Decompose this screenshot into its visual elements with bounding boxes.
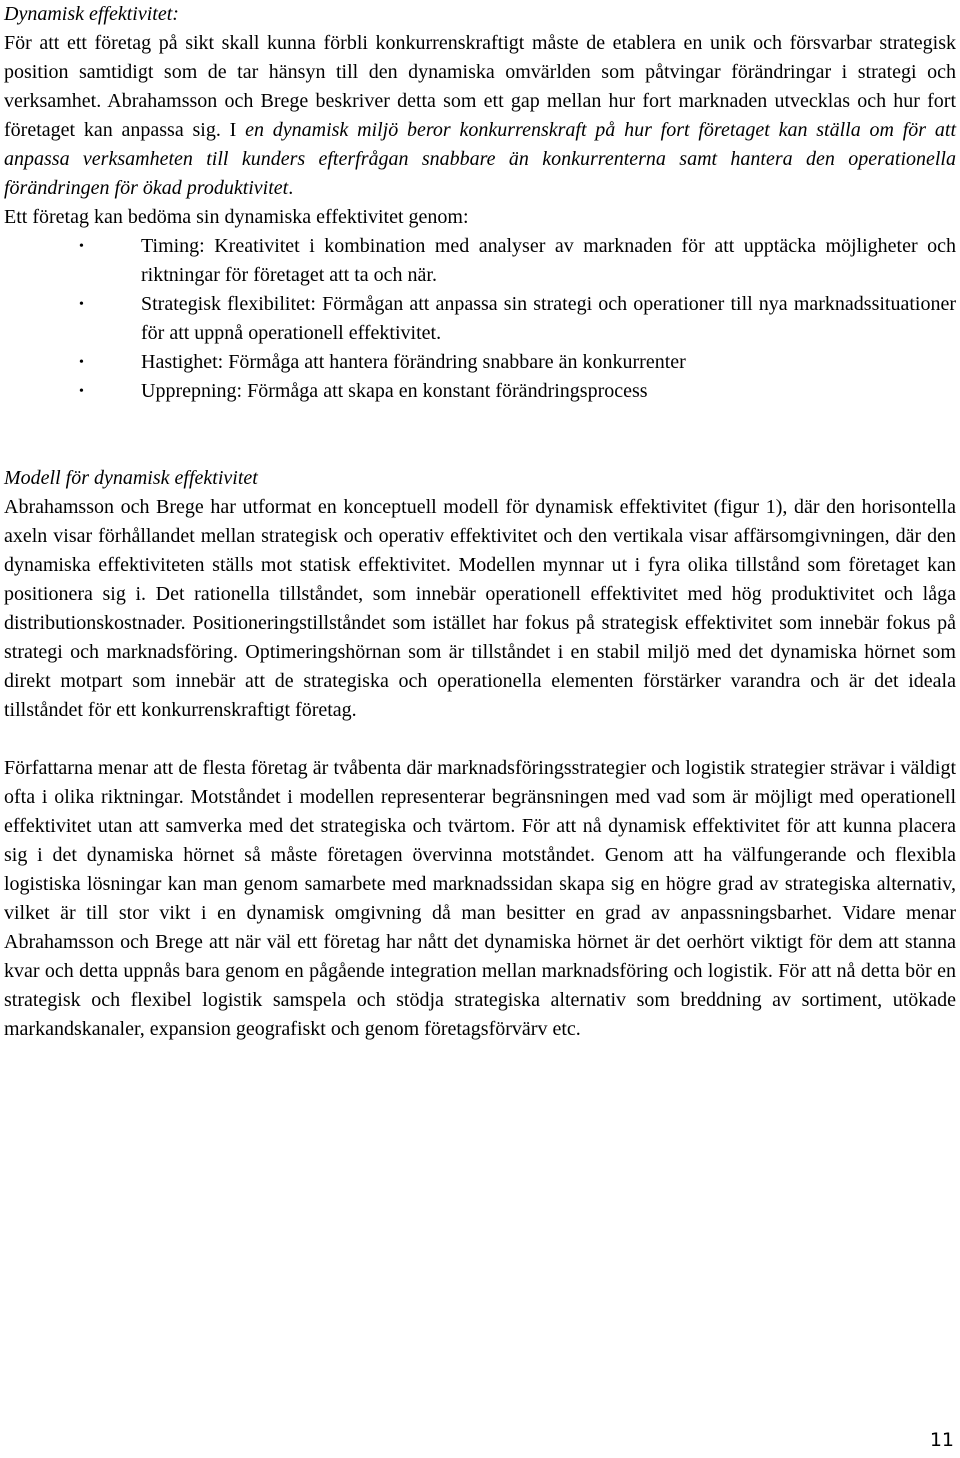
- paragraph-model: Abrahamsson och Brege har utformat en konceptuell modell för dynamisk effektivitet (figur 1), där den horisontella axeln visar förhållandet mellan strategisk och operativ effektivitet och den vertikala visar affärsomgivningen, där den dynamiska effektiviteten ställs mot statisk effektivitet. Modellen mynnar ut i fyra olika tillstånd som företaget kan positionera sig i. Det rationella tillståndet, som innebär operationell effektivitet med hög produktivitet och låga distributionskostnader. Positioneringstillståndet som istället har fokus på strategisk effektivitet som innebär fokus på strategi och marknadsföring. Optimeringshörnan som är tillståndet i en stabil miljö med det dynamiska hörnet som direkt motpart som innebär att de strategiska och operationella elementen förstärker varandra och är det ideala tillståndet för ett konkurrenskraftigt företag.: [4, 496, 956, 721]
- list-item-text: Timing: Kreativitet i kombination med analyser av marknaden för att upptäcka möjligheter och riktningar för företaget att ta och när.: [141, 235, 956, 286]
- list-item: [79, 232, 956, 290]
- list-item: [79, 290, 956, 348]
- document-page: [4, 0, 956, 1044]
- paragraph-italic-text: en dynamisk miljö beror konkurrenskraft på hur fort företaget kan ställa om för att anpassa verksamheten till kunders efterfrågan snabbare än konkurrenterna samt hantera den operationella förändringen för ökad produktivitet: [4, 119, 956, 199]
- paragraph-period: .: [288, 177, 294, 199]
- bullet-icon: •: [79, 355, 84, 370]
- paragraph-dynamic-efficiency: [4, 29, 956, 203]
- list-item-text: Upprepning: Förmåga att skapa en konstant förändringsprocess: [141, 380, 648, 402]
- paragraph-text: För att ett företag på sikt skall kunna förbli konkurrenskraftigt måste de etablera en unik och försvarbar strategisk position samtidigt som de tar hänsyn till den dynamiska omvärlden som påtvingar förändringar i strategi och verksamhet. Abrahamsson och Brege beskriver detta som ett gap mellan hur fort marknaden utvecklas och hur fort företaget kan anpassa sig. I: [4, 32, 956, 141]
- section-heading-dynamic-efficiency: Dynamisk effektivitet:: [4, 3, 179, 25]
- list-item: [79, 377, 956, 406]
- bullet-icon: •: [79, 297, 84, 312]
- section-heading-model: Modell för dynamisk effektivitet: [4, 467, 258, 489]
- bullet-icon: •: [79, 239, 84, 254]
- bullet-list: [4, 232, 956, 406]
- list-item-text: Strategisk flexibilitet: Förmågan att anpassa sin strategi och operationer till nya marknadssituationer för att uppnå operationell effektivitet.: [141, 293, 956, 344]
- bullet-intro: Ett företag kan bedöma sin dynamiska effektivitet genom:: [4, 206, 469, 228]
- list-item: [79, 348, 956, 377]
- list-item-text: Hastighet: Förmåga att hantera förändring snabbare än konkurrenter: [141, 351, 686, 373]
- paragraph-spacer: [4, 725, 956, 754]
- page-number: 11: [929, 1429, 954, 1451]
- bullet-icon: •: [79, 384, 84, 399]
- paragraph-authors: Författarna menar att de flesta företag är tvåbenta där marknadsföringsstrategier och logistik strategier strävar i väldigt ofta i olika riktningar. Motståndet i modellen representerar begränsningen med vad som är möjligt med operationell effektivitet utan att samverka med det strategiska och tvärtom. För att nå dynamisk effektivitet för att kunna placera sig i det dynamiska hörnet så måste företagen övervinna motståndet. Genom att ha välfungerande och flexibla logistiska lösningar kan man genom samarbete med marknadssidan skapa sig en högre grad av strategiska alternativ, vilket är till stor vikt i en dynamisk omgivning då man besitter en grad av anpassningsbarhet. Vidare menar Abrahamsson och Brege att när väl ett företag har nått det dynamiska hörnet är det oerhört viktigt för dem att stanna kvar och detta uppnås bara genom en pågående integration mellan marknadsföring och logistik. För att nå detta bör en strategisk och flexibel logistik samspela och stödja strategiska alternativ som breddning av sortiment, utökade markandskanaler, expansion geografiskt och genom företagsförvärv etc.: [4, 757, 956, 1040]
- section-spacer: [4, 406, 956, 464]
